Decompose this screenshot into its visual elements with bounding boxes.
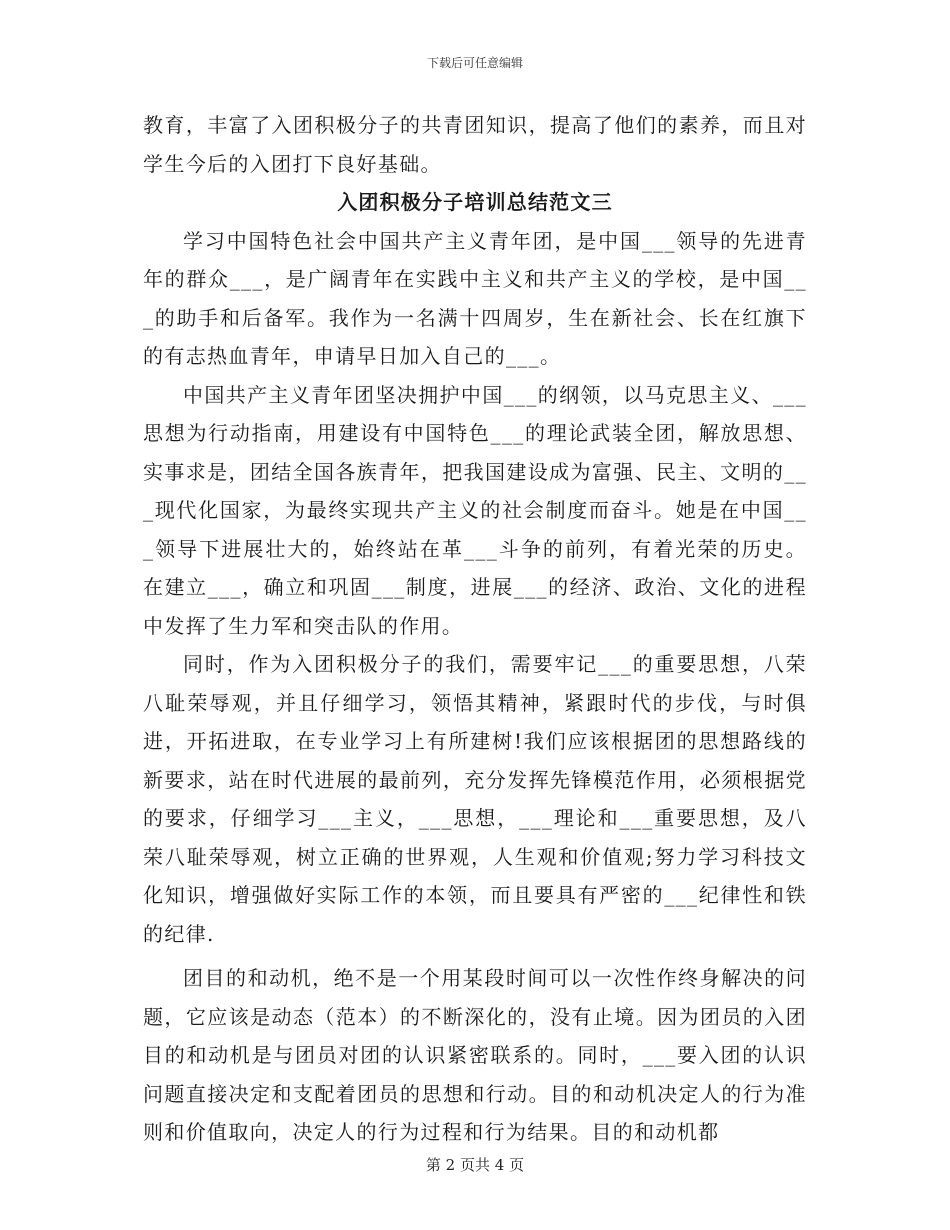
page-header: 下载后可任意编辑 (426, 56, 523, 70)
section-title: 入团积极分子培训总结范文三 (337, 190, 613, 214)
paragraph: 团目的和动机，绝不是一个用某段时间可以一次性作终身解决的问题，它应该是动态（范本）的不断深化的，没有止境。因为团员的入团目的和动机是与团员对团的认识紧密联系的。同时，___要入团的认识问题直接决定和支配着团员的思想和行动。目的和动机决定人的行为准则和价值取向，决定人的行为过程和行为结果。目的和动机都 (143, 966, 807, 1144)
paragraph: 学习中国特色社会中国共产主义青年团，是中国___领导的先进青年的群众___，是广阔青年在实践中主义和共产主义的学校，是中国___的助手和后备军。我作为一名满十四周岁，生在新社会、长在红旗下的有志热血青年，申请早日加入自己的___。 (143, 228, 807, 368)
paragraph: 同时，作为入团积极分子的我们，需要牢记___的重要思想，八荣八耻荣辱观，并且仔细学习，领悟其精神，紧跟时代的步伐，与时俱进，开拓进取，在专业学习上有所建树!我们应该根据团的思想路线的新要求，站在时代进展的最前列，充分发挥先锋模范作用，必须根据党的要求，仔细学习___主义，___思想，___理论和___重要思想，及八荣八耻荣辱观，树立正确的世界观，人生观和价值观;努力学习科技文化知识，增强做好实际工作的本领，而且要具有严密的___纪律性和铁的纪律. (143, 652, 807, 946)
page-number: 第 2 页共 4 页 (425, 1156, 525, 1174)
paragraph-continued: 教育，丰富了入团积极分子的共青团知识，提高了他们的素养，而且对学生今后的入团打下良好基础。 (143, 113, 807, 176)
document-body (143, 106, 807, 1152)
paragraph: 中国共产主义青年团坚决拥护中国___的纲领，以马克思主义、___思想为行动指南，用建设有中国特色___的理论武装全团，解放思想、实事求是，团结全国各族青年，把我国建设成为富强、民主、文明的___现代化国家，为最终实现共产主义的社会制度而奋斗。她是在中国___领导下进展壮大的，始终站在革___斗争的前列，有着光荣的历史。在建立___，确立和巩固___制度，进展___的经济、政治、文化的进程中发挥了生力军和突击队的作用。 (143, 382, 807, 638)
